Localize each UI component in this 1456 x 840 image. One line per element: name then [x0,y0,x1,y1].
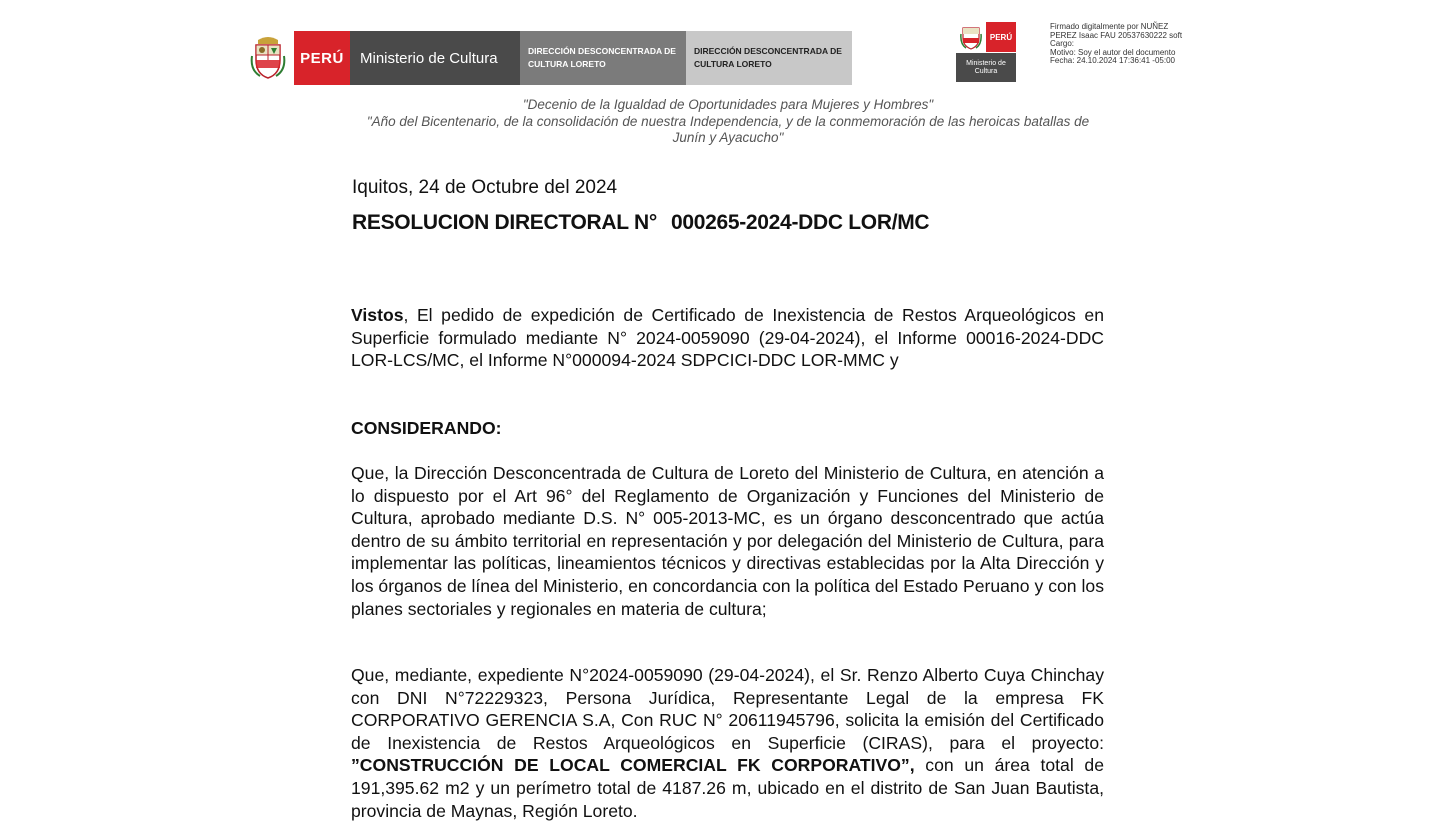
stamp-shield-icon [956,22,986,52]
resolution-label: RESOLUCION DIRECTORAL N° [352,211,657,234]
vistos-text: , El pedido de expedición de Certificado de Inexistencia de Restos Arqueológicos en Superficie formulado mediante N° 2024-0059090 (29-04-2024), el Informe 00016-2024-DDC LOR-LCS/MC, el Informe N°000094-2024 SDPCICI-DDC LOR-MMC y [351,305,1104,371]
que2-text-end: con un área total de 191,395.62 m2 y un perímetro total de 4187.26 m, ubicado en el distrito de San Juan Bautista, provincia de Maynas, Región Loreto. [351,755,1104,821]
stamp-ministerio-label: Ministerio de Cultura [956,53,1016,82]
signature-line: Fecha: 24.10.2024 17:36:41 -05:00 [1050,56,1175,65]
project-name: ”CONSTRUCCIÓN DE LOCAL COMERCIAL FK CORPORATIVO”, [351,755,915,776]
place-date: Iquitos, 24 de Octubre del 2024 [352,177,618,198]
signature-line: PEREZ Isaac FAU 20537630222 soft [1050,30,1183,40]
resolution-title [352,211,929,235]
vistos-label: Vistos [351,305,404,325]
decenio-line-1: "Decenio de la Igualdad de Oportunidades para Mujeres y Hombres" [522,97,934,112]
que2-text-start: Que, mediante, expediente N°2024-0059090 (29-04-2024), el Sr. Renzo Alberto Cuya Chinchay con DNI N°72229323, Persona Jurídica, Representante Legal de la empresa FK CORPORATIVO GERENCIA S.A, Con RUC N° 20611945796, solicita la emisión del Certificado de Inexistencia de Restos Arqueológicos en Superficie (CIRAS), para el proyecto: [351,665,1104,753]
header-logo-band [248,31,852,85]
ddc-logo-primary: DIRECCIÓN DESCONCENTRADA DE CULTURA LORETO [520,31,686,85]
resolution-number: 000265-2024-DDC LOR/MC [670,211,930,234]
que-paragraph-2 [351,664,1104,822]
considerando-heading: CONSIDERANDO: [351,418,502,438]
ddc-logo-secondary: DIRECCIÓN DESCONCENTRADA DE CULTURA LORETO [686,31,852,85]
decenio-heading [352,97,1104,147]
peru-logo: PERÚ [294,31,350,85]
signature-line: Firmado digitalmente por NUÑEZ [1050,22,1169,31]
decenio-line-2: "Año del Bicentenario, de la consolidación de nuestra Independencia, y de la conmemoración de las heroicas batallas de Junín y Ayacucho" [366,113,1090,145]
digital-signature-info [1050,23,1182,66]
que-paragraph-1: Que, la Dirección Desconcentrada de Cultura de Loreto del Ministerio de Cultura, en atención a lo dispuesto por el Art 96° del Reglamento de Organización y Funciones del Ministerio de Cultura, aprobado mediante D.S. N° 005-2013-MC, es un órgano desconcentrado que actúa dentro de su ámbito territorial en representación y por delegación del Ministerio de Cultura, para implementar las políticas, lineamientos técnicos y directivas establecidas por la Alta Dirección y los órganos de línea del Ministerio, en concordancia con la política del Estado Peruano y con los planes sectoriales y regionales en materia de cultura; [351,463,1104,619]
signature-stamp [956,22,1016,82]
vistos-paragraph [351,304,1104,372]
coat-of-arms-icon [248,31,288,85]
signature-line: Cargo: [1050,39,1075,48]
ministerio-logo: Ministerio de Cultura [350,31,520,85]
stamp-peru-label: PERÚ [986,22,1016,52]
signature-line: Motivo: Soy el autor del documento [1050,47,1176,57]
